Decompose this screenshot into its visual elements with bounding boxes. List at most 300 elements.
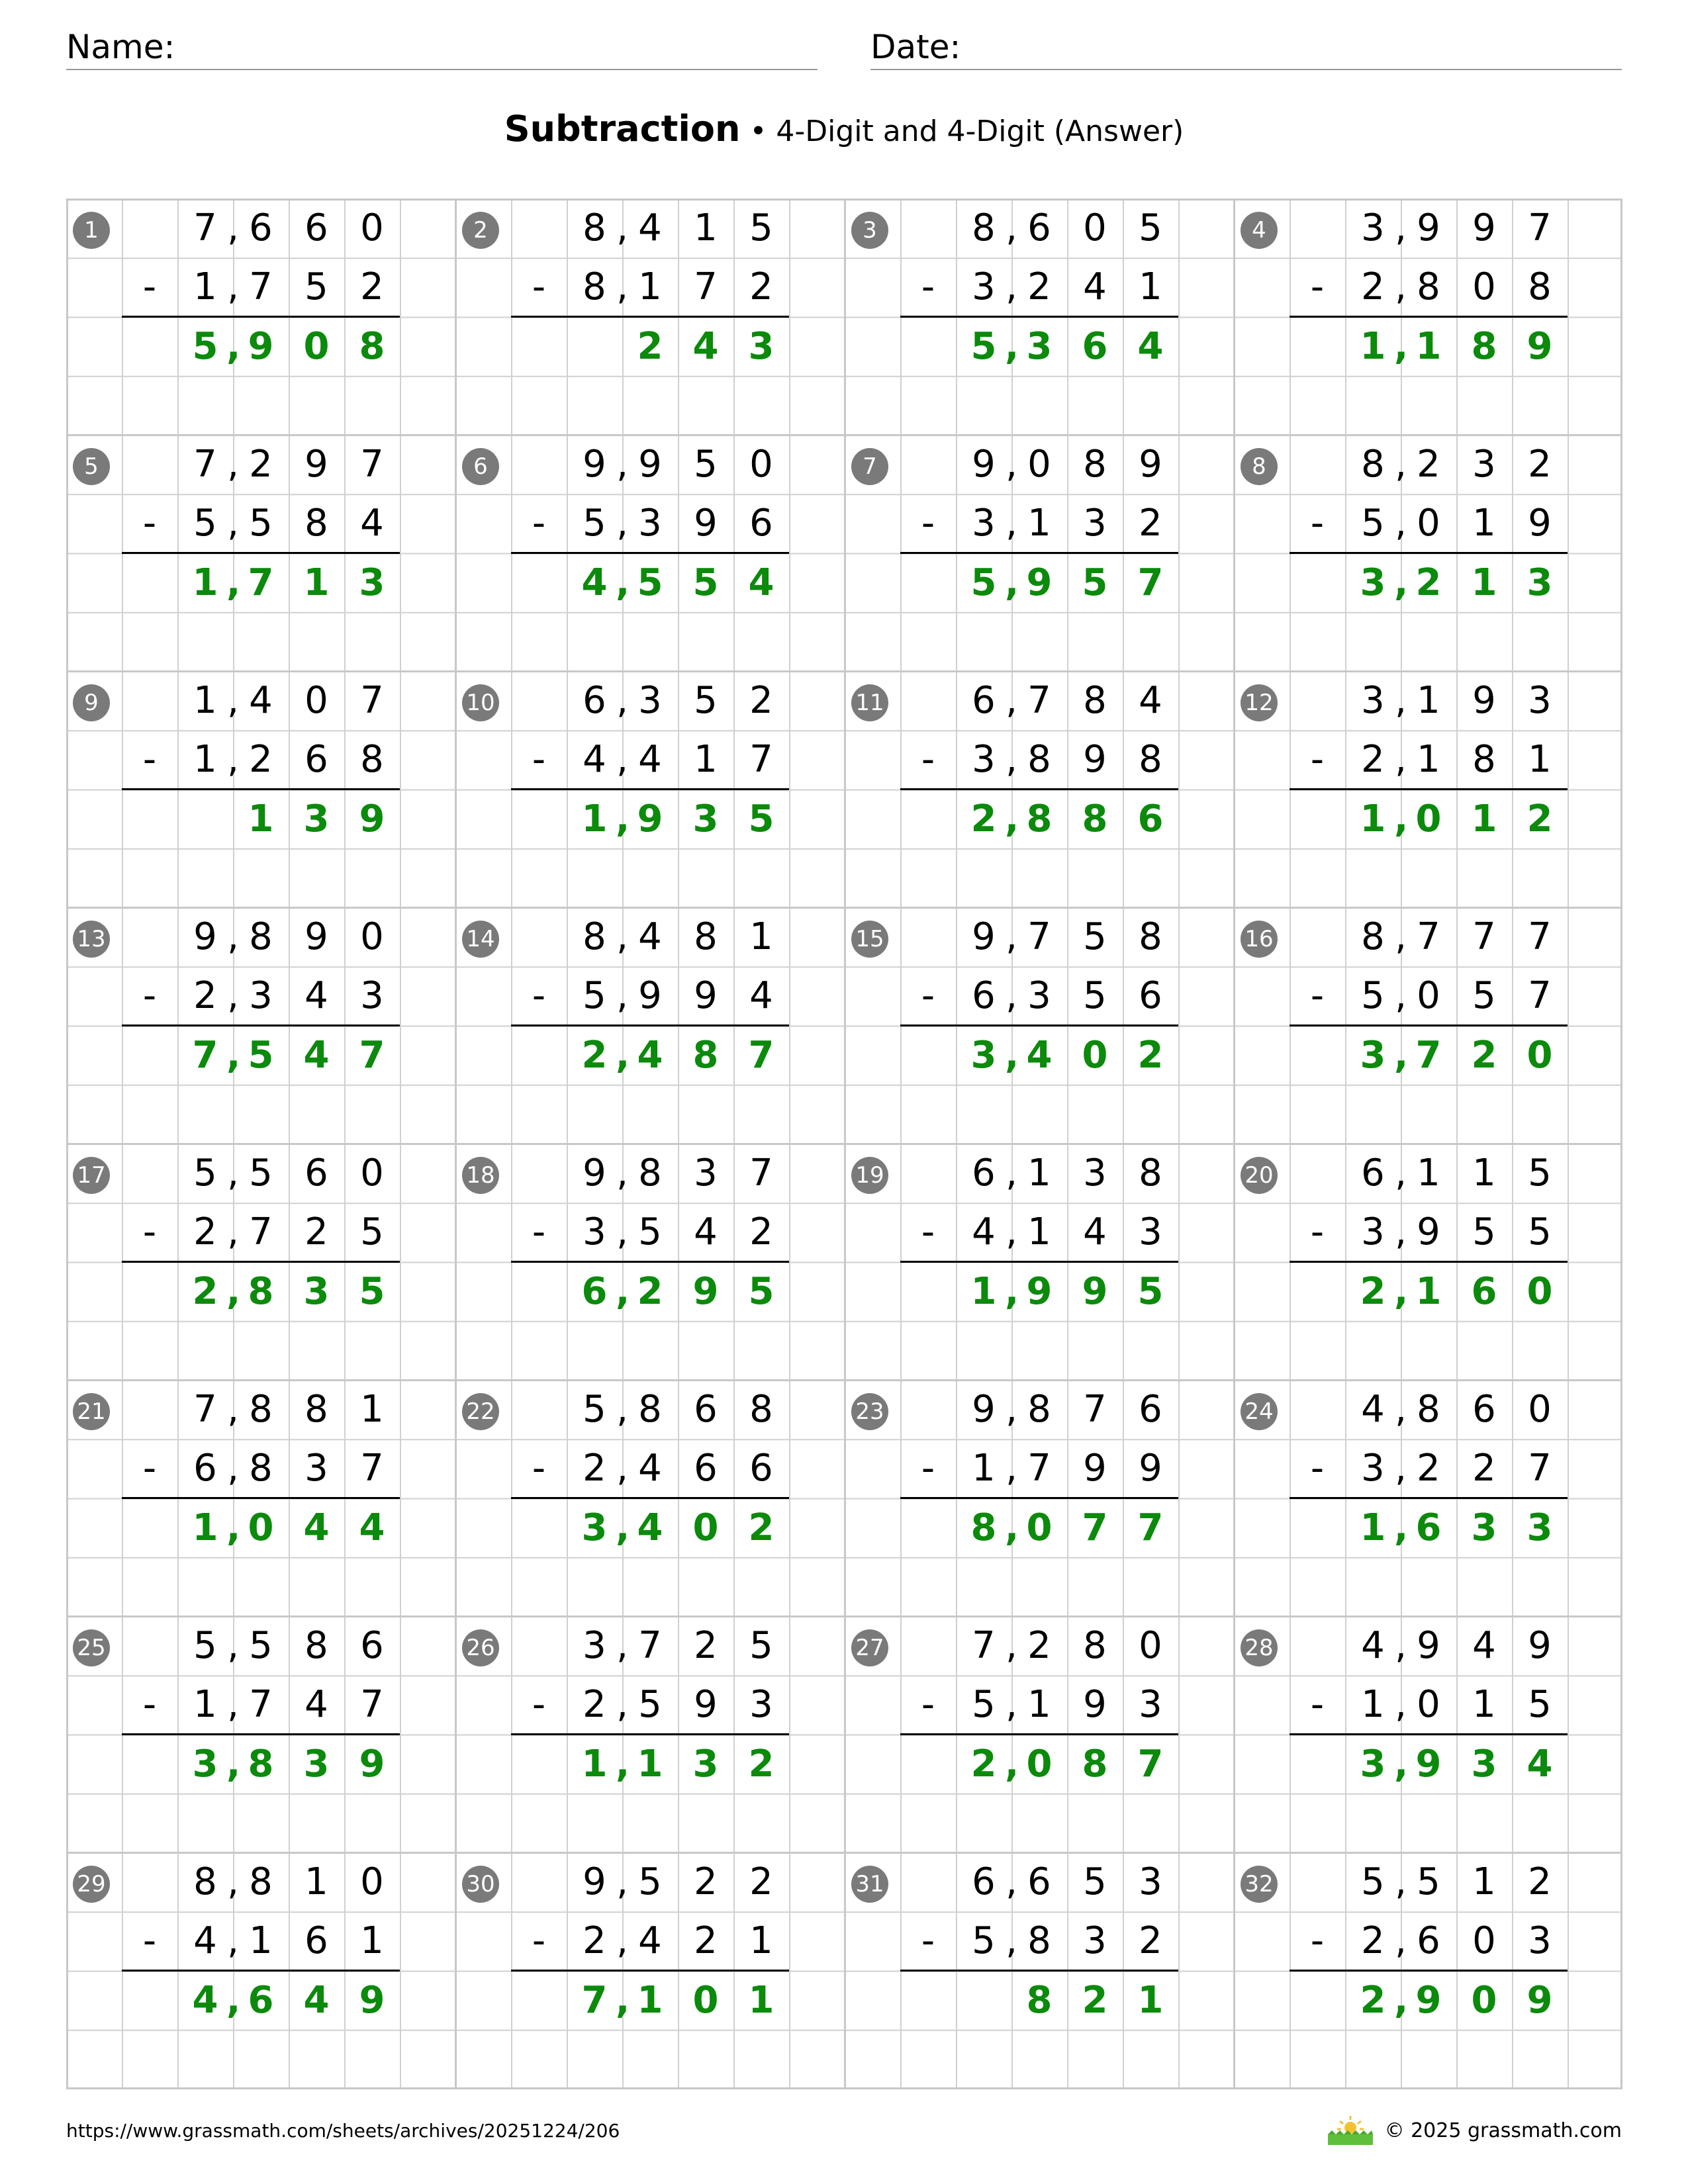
digit: 8	[1027, 1919, 1051, 1963]
digit: 5	[1528, 1683, 1552, 1727]
digit: 1	[1360, 797, 1386, 841]
minuend	[567, 907, 845, 966]
digit: 6	[1027, 1860, 1051, 1903]
digit: 1	[637, 1742, 663, 1786]
digit: 6	[749, 502, 773, 545]
subtrahend	[956, 966, 1234, 1025]
date-underline	[870, 69, 1622, 70]
digit: 5	[249, 1624, 273, 1667]
digit: 5	[193, 502, 217, 545]
problem-25	[66, 1616, 455, 1852]
digit: 0	[692, 1978, 719, 2022]
minus-sign: -	[532, 974, 546, 1018]
digit: 8	[1139, 738, 1162, 782]
digit: 6	[1139, 1388, 1162, 1431]
problem-number-badge: 11	[851, 684, 888, 721]
digit: 1	[748, 1978, 774, 2022]
digit: 8	[749, 1388, 773, 1431]
thousands-separator: ,	[1005, 561, 1019, 604]
answer	[1345, 1026, 1623, 1085]
answer	[177, 1026, 455, 1085]
digit: 8	[1417, 265, 1440, 309]
thousands-separator: ,	[227, 1860, 239, 1903]
minus-sign: -	[1310, 1683, 1325, 1727]
thousands-separator: ,	[616, 797, 630, 841]
digit: 5	[1417, 1860, 1440, 1903]
thousands-separator: ,	[616, 443, 628, 486]
problem-21	[66, 1380, 455, 1616]
minus-sign: -	[142, 1683, 157, 1727]
digit: 5	[692, 561, 719, 604]
subtrahend	[567, 1675, 845, 1734]
digit: 7	[1528, 1447, 1552, 1490]
date-field[interactable]	[870, 24, 1622, 70]
digit: 3	[303, 797, 330, 841]
digit: 9	[972, 915, 996, 958]
digit: 8	[1083, 443, 1107, 486]
digit: 3	[1528, 1919, 1552, 1963]
problem-32	[1234, 1852, 1623, 2089]
digit: 1	[694, 738, 718, 782]
minuend	[956, 1380, 1234, 1439]
thousands-separator: ,	[226, 324, 241, 368]
digit: 1	[305, 1860, 328, 1903]
digit: 1	[1417, 738, 1440, 782]
problem-number-badge: 30	[462, 1866, 499, 1903]
minus-sign: -	[1310, 502, 1325, 545]
digit: 2	[192, 1269, 218, 1313]
problem-11	[845, 671, 1234, 907]
digit: 4	[638, 738, 662, 782]
problem-number-badge: 3	[851, 212, 888, 249]
digit: 0	[1415, 797, 1442, 841]
digit: 2	[1139, 502, 1162, 545]
thousands-separator: ,	[1395, 974, 1407, 1018]
digit: 8	[305, 1624, 328, 1667]
problem-7	[845, 435, 1234, 671]
problem-number-badge: 20	[1241, 1157, 1278, 1194]
digit: 9	[1415, 1978, 1442, 2022]
thousands-separator: ,	[227, 265, 239, 309]
subtrahend	[956, 1675, 1234, 1734]
digit: 7	[359, 1033, 385, 1077]
digit: 8	[305, 502, 328, 545]
digit: 5	[970, 324, 997, 368]
thousands-separator: ,	[616, 679, 628, 722]
digit: 4	[303, 1033, 330, 1077]
digit: 3	[1528, 679, 1552, 722]
digit: 6	[1471, 1269, 1497, 1313]
digit: 9	[638, 974, 662, 1018]
digit: 8	[1361, 915, 1385, 958]
digit: 3	[360, 974, 384, 1018]
thousands-separator: ,	[1395, 1210, 1407, 1254]
thousands-separator: ,	[1395, 1152, 1407, 1195]
digit: 3	[1526, 561, 1553, 604]
thousands-separator: ,	[1006, 206, 1017, 250]
digit: 9	[694, 502, 718, 545]
digit: 1	[1471, 561, 1497, 604]
problem-1	[66, 199, 455, 435]
digit: 4	[303, 1978, 330, 2022]
digit: 8	[1082, 1742, 1108, 1786]
problem-19	[845, 1144, 1234, 1380]
digit: 6	[1472, 1388, 1496, 1431]
digit: 0	[692, 1506, 719, 1549]
minus-sign: -	[142, 1447, 157, 1490]
minus-sign: -	[921, 1447, 935, 1490]
problem-31	[845, 1852, 1234, 2089]
digit: 8	[1083, 1624, 1107, 1667]
thousands-separator: ,	[1006, 443, 1017, 486]
digit: 1	[1027, 1683, 1051, 1727]
digit: 3	[1083, 502, 1107, 545]
thousands-separator: ,	[227, 1447, 239, 1490]
digit: 3	[1361, 1210, 1385, 1254]
digit: 2	[1417, 443, 1440, 486]
digit: 0	[360, 1860, 384, 1903]
minuend	[567, 1616, 845, 1675]
digit: 6	[1139, 974, 1162, 1018]
thousands-separator: ,	[1395, 265, 1407, 309]
problem-number-badge: 18	[462, 1157, 499, 1194]
digit: 7	[1137, 561, 1164, 604]
digit: 2	[749, 1860, 773, 1903]
digit: 8	[1026, 797, 1053, 841]
digit: 1	[1417, 679, 1440, 722]
digit: 2	[1417, 1447, 1440, 1490]
subtrahend	[177, 1675, 455, 1734]
digit: 1	[1528, 738, 1552, 782]
problem-12	[1234, 671, 1623, 907]
digit: 8	[583, 206, 606, 250]
digit: 8	[1027, 738, 1051, 782]
digit: 9	[1139, 443, 1162, 486]
digit: 1	[192, 1506, 218, 1549]
digit: 7	[249, 1683, 273, 1727]
digit: 5	[359, 1269, 385, 1313]
minuend	[1345, 1380, 1623, 1439]
problem-number-badge: 8	[1241, 448, 1278, 485]
digit: 1	[1360, 324, 1386, 368]
name-underline	[66, 69, 818, 70]
problem-number-badge: 12	[1241, 684, 1278, 721]
digit: 4	[193, 1919, 217, 1963]
digit: 3	[970, 1033, 997, 1077]
digit: 2	[637, 324, 663, 368]
problem-8	[1234, 435, 1623, 671]
digit: 2	[1361, 265, 1385, 309]
minus-sign: -	[142, 502, 157, 545]
thousands-separator: ,	[616, 974, 628, 1018]
problem-number-badge: 10	[462, 684, 499, 721]
digit: 9	[972, 1388, 996, 1431]
digit: 0	[303, 324, 330, 368]
thousands-separator: ,	[616, 1742, 630, 1786]
digit: 6	[1361, 1152, 1385, 1195]
thousands-separator: ,	[1006, 974, 1017, 1018]
digit: 1	[1417, 1152, 1440, 1195]
problem-13	[66, 907, 455, 1144]
digit: 3	[1526, 1506, 1553, 1549]
digit: 4	[637, 1033, 663, 1077]
digit: 3	[1083, 1919, 1107, 1963]
problem-18	[455, 1144, 845, 1380]
answer	[177, 1735, 455, 1794]
thousands-separator: ,	[1006, 1152, 1017, 1195]
answer	[177, 317, 455, 376]
digit: 9	[1026, 561, 1053, 604]
digit: 7	[249, 265, 273, 309]
digit: 5	[1082, 561, 1108, 604]
digit: 8	[694, 915, 718, 958]
answer	[1345, 790, 1623, 848]
digit: 6	[1082, 324, 1108, 368]
subtrahend	[1345, 257, 1623, 316]
digit: 4	[1361, 1388, 1385, 1431]
thousands-separator: ,	[1395, 443, 1407, 486]
digit: 3	[1361, 679, 1385, 722]
name-field[interactable]	[66, 24, 818, 70]
minuend	[567, 1380, 845, 1439]
thousands-separator: ,	[616, 1683, 628, 1727]
digit: 6	[972, 1860, 996, 1903]
minuend	[1345, 671, 1623, 730]
digit: 7	[1027, 1447, 1051, 1490]
digit: 8	[1472, 738, 1496, 782]
digit: 5	[970, 561, 997, 604]
thousands-separator: ,	[226, 1033, 241, 1077]
subtrahend	[567, 257, 845, 316]
problem-number-badge: 23	[851, 1393, 888, 1430]
subtrahend	[1345, 730, 1623, 789]
digit: 9	[1472, 679, 1496, 722]
answer	[1345, 553, 1623, 612]
subtrahend	[956, 730, 1234, 789]
digit: 7	[1083, 1388, 1107, 1431]
digit: 6	[749, 1447, 773, 1490]
digit: 1	[1361, 1683, 1385, 1727]
digit: 3	[638, 502, 662, 545]
digit: 8	[1026, 1978, 1053, 2022]
name-label: Name:	[66, 28, 175, 66]
digit: 3	[694, 1152, 718, 1195]
digit: 5	[1083, 915, 1107, 958]
digit: 2	[1526, 797, 1553, 841]
thousands-separator: ,	[1394, 1506, 1409, 1549]
digit: 9	[583, 443, 606, 486]
thousands-separator: ,	[616, 206, 628, 250]
digit: 1	[1360, 1506, 1386, 1549]
answer	[567, 317, 845, 376]
digit: 1	[581, 797, 608, 841]
digit: 3	[1139, 1210, 1162, 1254]
digit: 2	[1360, 1978, 1386, 2022]
digit: 2	[249, 443, 273, 486]
answer	[177, 1262, 455, 1321]
digit: 7	[1528, 206, 1552, 250]
digit: 6	[694, 1388, 718, 1431]
subtrahend	[1345, 494, 1623, 553]
thousands-separator: ,	[1395, 915, 1407, 958]
subtrahend	[567, 966, 845, 1025]
digit: 0	[1083, 206, 1107, 250]
problem-number-badge: 32	[1241, 1866, 1278, 1903]
minuend	[1345, 1144, 1623, 1203]
digit: 5	[249, 502, 273, 545]
subtrahend	[1345, 966, 1623, 1025]
thousands-separator: ,	[227, 974, 239, 1018]
digit: 5	[972, 1919, 996, 1963]
digit: 2	[305, 1210, 328, 1254]
answer	[956, 1026, 1234, 1085]
thousands-separator: ,	[226, 1742, 241, 1786]
digit: 5	[1528, 1210, 1552, 1254]
digit: 3	[1361, 1447, 1385, 1490]
digit: 2	[748, 1506, 774, 1549]
answer	[177, 1971, 455, 2030]
digit: 1	[1027, 502, 1051, 545]
digit: 4	[638, 206, 662, 250]
digit: 8	[193, 1860, 217, 1903]
digit: 5	[305, 265, 328, 309]
digit: 6	[1415, 1506, 1442, 1549]
digit: 3	[303, 1742, 330, 1786]
digit: 2	[694, 1860, 718, 1903]
answer	[567, 553, 845, 612]
thousands-separator: ,	[616, 1624, 628, 1667]
problem-24	[1234, 1380, 1623, 1616]
problem-number-badge: 24	[1241, 1393, 1278, 1430]
minus-sign: -	[921, 502, 935, 545]
digit: 9	[1082, 1269, 1108, 1313]
digit: 9	[305, 443, 328, 486]
digit: 3	[1360, 1033, 1386, 1077]
digit: 0	[749, 443, 773, 486]
title-sub: • 4-Digit and 4-Digit (Answer)	[740, 114, 1184, 148]
thousands-separator: ,	[616, 1978, 630, 2022]
minuend	[1345, 435, 1623, 494]
problem-15	[845, 907, 1234, 1144]
title-main: Subtraction	[504, 108, 741, 150]
digit: 0	[360, 206, 384, 250]
digit: 5	[748, 797, 774, 841]
problem-20	[1234, 1144, 1623, 1380]
digit: 8	[1083, 679, 1107, 722]
digit: 9	[972, 443, 996, 486]
thousands-separator: ,	[226, 1978, 241, 2022]
digit: 8	[249, 1860, 273, 1903]
digit: 8	[1139, 1152, 1162, 1195]
thousands-separator: ,	[616, 1033, 630, 1077]
minuend	[567, 1852, 845, 1911]
minus-sign: -	[142, 1210, 157, 1254]
digit: 9	[359, 797, 385, 841]
digit: 8	[248, 1742, 274, 1786]
digit: 0	[305, 679, 328, 722]
digit: 1	[1472, 1683, 1496, 1727]
subtrahend	[956, 494, 1234, 553]
minus-sign: -	[1310, 974, 1325, 1018]
digit: 1	[303, 561, 330, 604]
thousands-separator: ,	[226, 1506, 241, 1549]
digit: 8	[970, 1506, 997, 1549]
minuend	[567, 671, 845, 730]
digit: 8	[305, 1388, 328, 1431]
digit: 8	[249, 1447, 273, 1490]
digit: 8	[1361, 443, 1385, 486]
digit: 2	[1360, 1269, 1386, 1313]
digit: 2	[637, 1269, 663, 1313]
minus-sign: -	[1310, 1210, 1325, 1254]
thousands-separator: ,	[227, 1919, 239, 1963]
thousands-separator: ,	[1395, 1447, 1407, 1490]
digit: 8	[583, 915, 606, 958]
digit: 6	[972, 679, 996, 722]
digit: 4	[360, 502, 384, 545]
minus-sign: -	[142, 974, 157, 1018]
thousands-separator: ,	[1006, 1683, 1017, 1727]
answer	[956, 317, 1234, 376]
thousands-separator: ,	[1006, 1388, 1017, 1431]
problem-number-badge: 5	[73, 448, 110, 485]
thousands-separator: ,	[616, 265, 628, 309]
digit: 1	[193, 265, 217, 309]
digit: 5	[193, 1624, 217, 1667]
footer-copyright: © 2025 grassmath.com	[1384, 2119, 1622, 2142]
digit: 7	[694, 265, 718, 309]
digit: 5	[360, 1210, 384, 1254]
digit: 1	[1415, 324, 1442, 368]
answer	[567, 1262, 845, 1321]
digit: 7	[581, 1978, 608, 2022]
digit: 7	[360, 1683, 384, 1727]
digit: 3	[581, 1506, 608, 1549]
digit: 7	[748, 1033, 774, 1077]
minus-sign: -	[921, 974, 935, 1018]
thousands-separator: ,	[227, 1210, 239, 1254]
digit: 8	[249, 1388, 273, 1431]
digit: 6	[305, 1919, 328, 1963]
digit: 5	[192, 324, 218, 368]
minuend	[956, 1616, 1234, 1675]
subtrahend	[567, 1439, 845, 1498]
digit: 3	[305, 1447, 328, 1490]
digit: 7	[1137, 1742, 1164, 1786]
problem-29	[66, 1852, 455, 2089]
digit: 0	[360, 1152, 384, 1195]
minus-sign: -	[921, 1683, 935, 1727]
minuend	[567, 199, 845, 257]
subtrahend	[177, 257, 455, 316]
problem-23	[845, 1380, 1234, 1616]
subtrahend	[1345, 1203, 1623, 1261]
digit: 3	[1083, 1152, 1107, 1195]
digit: 4	[972, 1210, 996, 1254]
digit: 7	[192, 1033, 218, 1077]
digit: 5	[1472, 974, 1496, 1018]
digit: 9	[193, 915, 217, 958]
thousands-separator: ,	[1394, 1269, 1409, 1313]
problem-14	[455, 907, 845, 1144]
digit: 4	[694, 1210, 718, 1254]
digit: 5	[694, 443, 718, 486]
digit: 5	[1361, 974, 1385, 1018]
digit: 1	[638, 265, 662, 309]
thousands-separator: ,	[616, 1152, 628, 1195]
thousands-separator: ,	[616, 738, 628, 782]
digit: 7	[1415, 1033, 1442, 1077]
